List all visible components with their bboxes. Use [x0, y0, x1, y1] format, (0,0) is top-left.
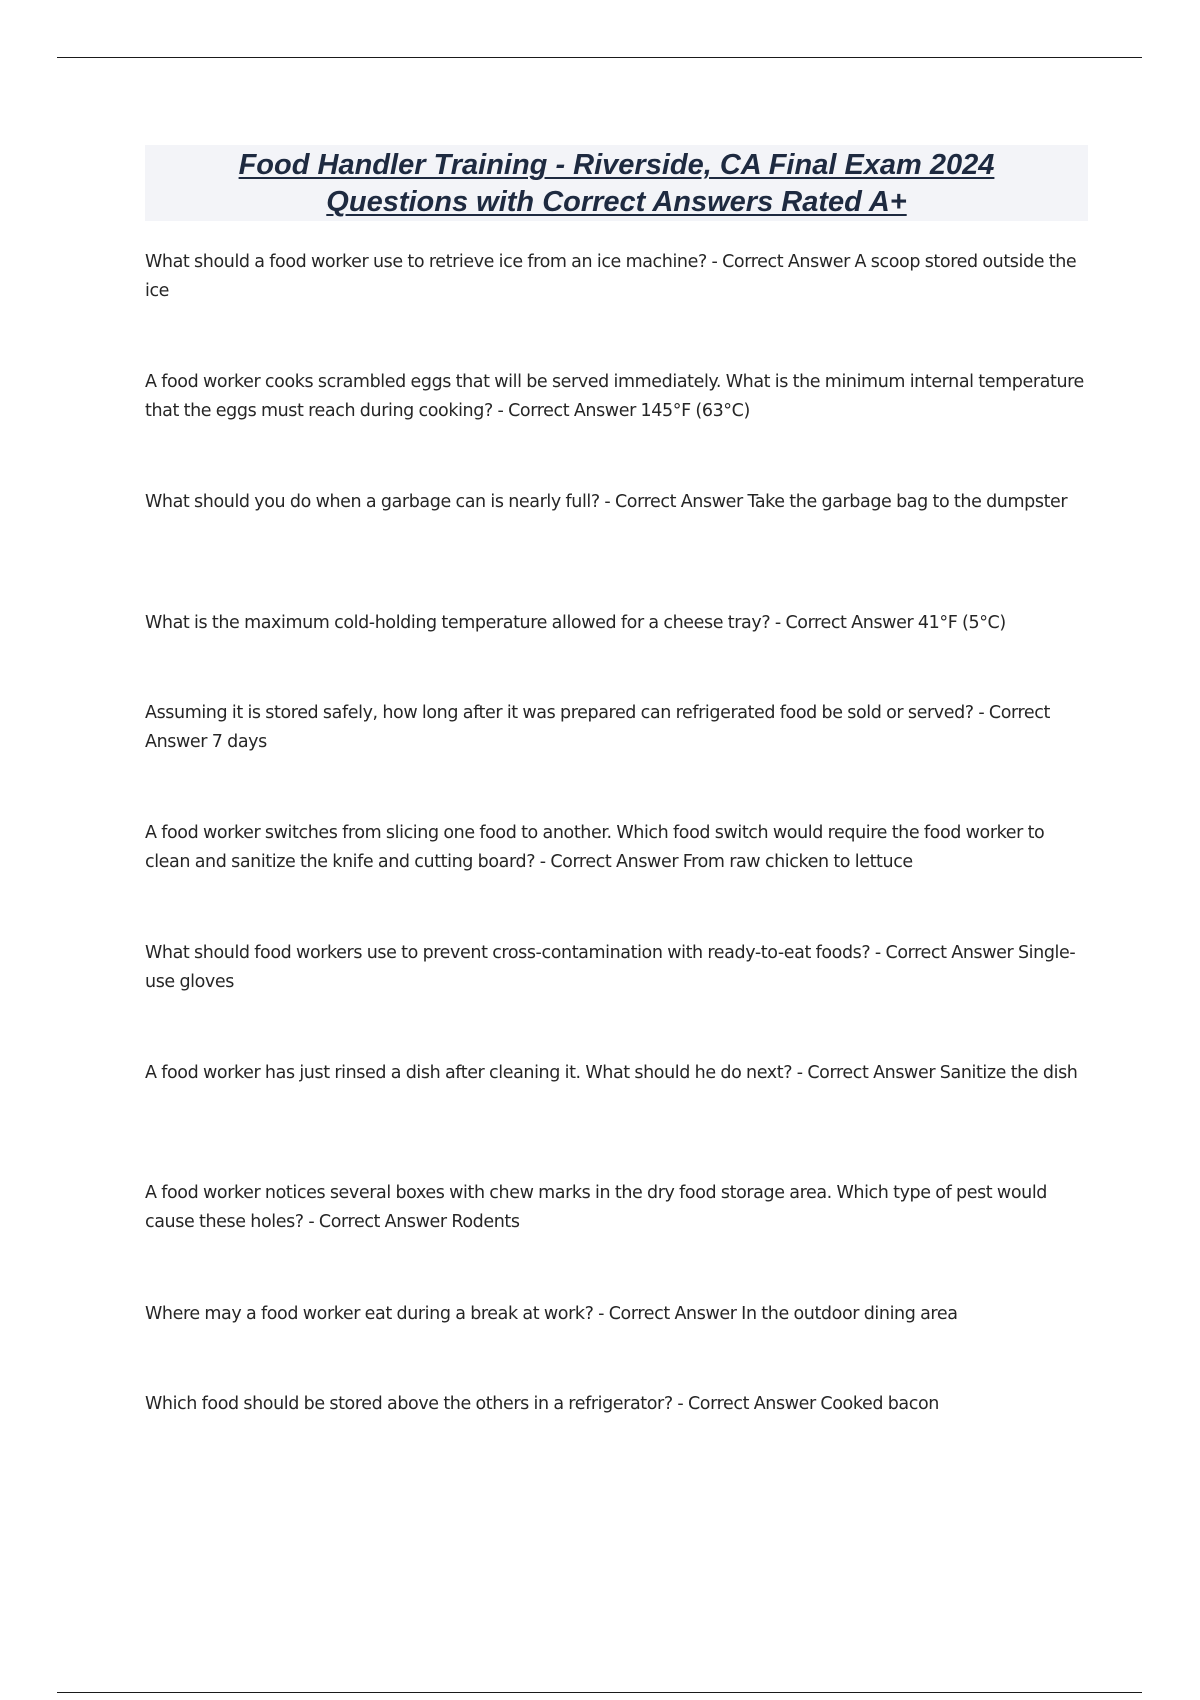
qa-item: Where may a food worker eat during a break at work? - Correct Answer In the outdoor dining area: [145, 1304, 958, 1324]
qa-item: Which food should be stored above the others in a refrigerator? - Correct Answer Cooked bacon: [145, 1394, 939, 1414]
qa-item: Assuming it is stored safely, how long after it was prepared can refrigerated food be sold or served? - Correct Answer 7 days: [145, 703, 1050, 752]
bottom-rule: [57, 1692, 1142, 1693]
qa-item: A food worker has just rinsed a dish after cleaning it. What should he do next? - Correct Answer Sanitize the dish: [145, 1063, 1078, 1083]
qa-item: A food worker cooks scrambled eggs that will be served immediately. What is the minimum internal temperature that the eggs must reach during cooking? - Correct Answer 145°F (63°C): [145, 372, 1084, 421]
qa-item: What should you do when a garbage can is nearly full? - Correct Answer Take the garbage bag to the dumpster: [145, 492, 1068, 512]
qa-item: What should food workers use to prevent cross-contamination with ready-to-eat foods? - Correct Answer Single-use gloves: [145, 943, 1076, 992]
title-banner: [145, 145, 1088, 221]
title-line-1: Food Handler Training - Riverside, CA Final Exam 2024: [238, 149, 995, 181]
qa-item: A food worker notices several boxes with chew marks in the dry food storage area. Which type of pest would cause these holes? - Correct Answer Rodents: [145, 1183, 1048, 1232]
top-rule: [57, 57, 1142, 58]
qa-item: What is the maximum cold-holding temperature allowed for a cheese tray? - Correct Answer 41°F (5°C): [145, 613, 1006, 633]
document-title: [145, 145, 1088, 221]
title-line-2: Questions with Correct Answers Rated A+: [326, 186, 907, 218]
qa-item: What should a food worker use to retrieve ice from an ice machine? - Correct Answer A scoop stored outside the ice: [145, 252, 1077, 301]
qa-item: A food worker switches from slicing one food to another. Which food switch would require the food worker to clean and sanitize the knife and cutting board? - Correct Answer From raw chicken to lettuce: [145, 823, 1045, 872]
